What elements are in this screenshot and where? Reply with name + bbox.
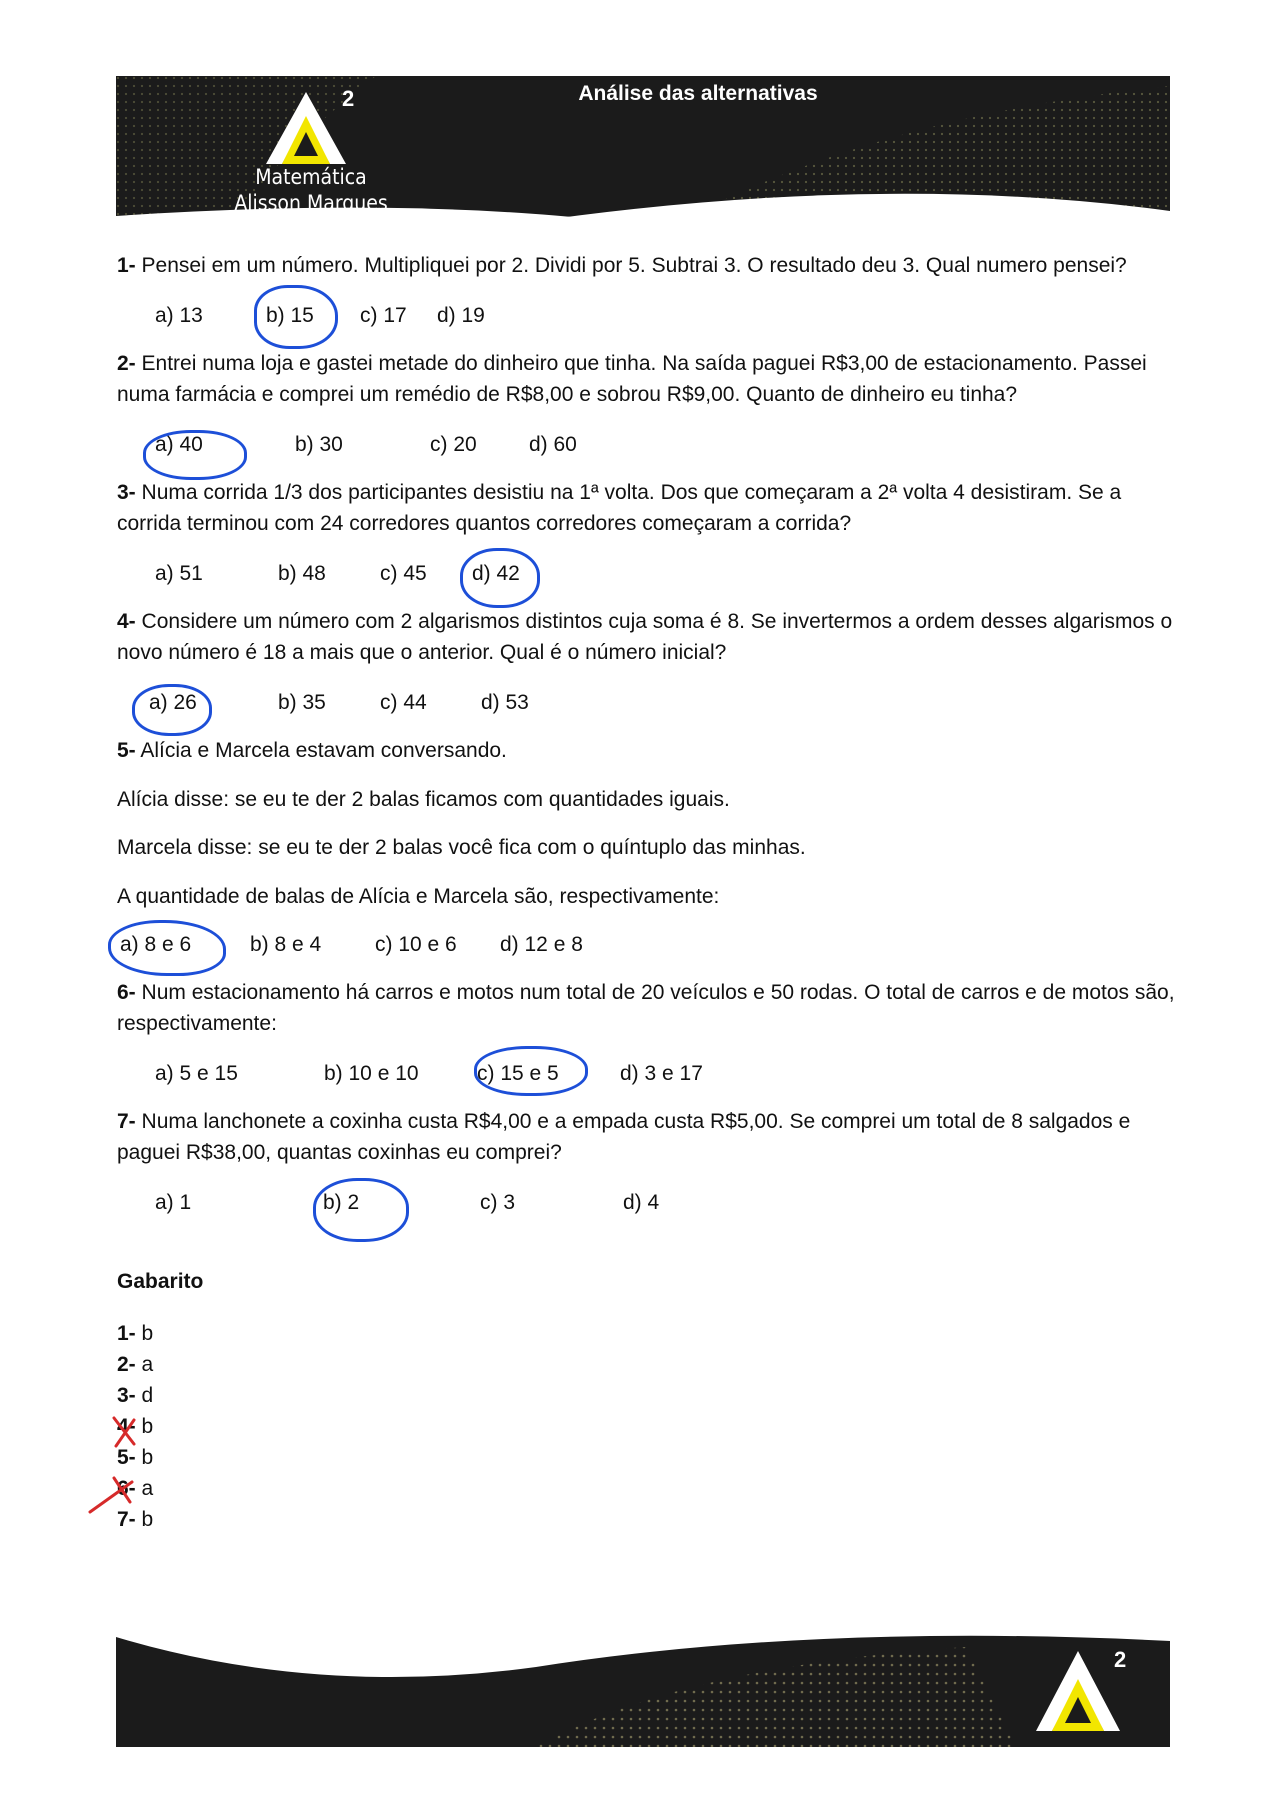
gabarito-num: 2- [117,1353,136,1376]
question-1 [117,250,1177,281]
option-a: a) 13 [155,304,203,327]
gabarito-title: Gabarito [117,1270,204,1293]
question-number: 6- [117,981,136,1004]
question-number: 1- [117,254,136,277]
red-cross-icon [86,1472,156,1518]
option-b: b) 48 [278,562,326,585]
header-banner [116,76,1170,224]
option-a: a) 1 [155,1191,192,1214]
question-number: 4- [117,610,136,633]
question-text: Numa lanchonete a coxinha custa R$4,00 e a empada custa R$5,00. Se comprei um total de 8 salgados e paguei R$38,00, quantas coxinhas eu comprei? [117,1110,1131,1164]
option-d: d) 42 [472,562,520,585]
gabarito-item-1 [117,1318,153,1349]
option-b: b) 35 [278,691,326,714]
footer-banner [116,1627,1170,1747]
gabarito-answer: b [141,1446,154,1469]
option-a: a) 40 [155,433,203,456]
answer-circle-q4 [132,684,212,736]
question-5 [117,735,1177,766]
page-title: Análise das alternativas [578,82,818,105]
option-d: d) 19 [437,304,485,327]
question-5-line-1: Alícia disse: se eu te der 2 balas ficamos com quantidades iguais. [117,788,730,811]
option-c: c) 20 [430,433,477,456]
gabarito-answer: a [141,1353,154,1376]
gabarito-num: 4- [117,1415,136,1438]
option-d: d) 53 [481,691,529,714]
question-text: Numa corrida 1/3 dos participantes desistiu na 1ª volta. Dos que começaram a 2ª volta 4 desistiram. Se a corrida terminou com 24 corredores quantos corredores começaram a corrida? [117,481,1122,535]
question-2 [117,348,1177,410]
option-a: a) 51 [155,562,203,585]
gabarito-answer: b [141,1322,154,1345]
red-cross-icon [104,1412,164,1452]
question-number: 5- [117,739,136,762]
question-number: 7- [117,1110,136,1133]
answer-circle-q2 [143,430,247,480]
logo-line-2: Alisson Marques [234,191,388,215]
option-b: b) 2 [323,1191,360,1214]
option-b: b) 30 [295,433,343,456]
gabarito-num: 5- [117,1446,136,1469]
question-text: Entrei numa loja e gastei metade do dinheiro que tinha. Na saída paguei R$3,00 de estacionamento. Passei numa farmácia e comprei um remédio de R$8,00 e sobrou R$9,00. Quanto de dinheiro eu tinha? [117,352,1147,406]
question-5-line-2: Marcela disse: se eu te der 2 balas você fica com o quíntuplo das minhas. [117,836,806,859]
question-number: 3- [117,481,136,504]
question-3 [117,477,1177,539]
question-text: Alícia e Marcela estavam conversando. [140,739,507,762]
option-c: c) 10 e 6 [375,933,457,956]
logo-line-1: Matemática [255,165,367,189]
gabarito-num: 1- [117,1322,136,1345]
answer-circle-q1 [254,285,338,349]
option-c: c) 15 e 5 [477,1062,559,1085]
answer-circle-q7 [313,1178,409,1242]
gabarito-answer: d [141,1384,154,1407]
option-b: b) 8 e 4 [250,933,322,956]
question-4 [117,606,1177,668]
footer-logo-exponent: 2 [1114,1647,1127,1672]
gabarito-num: 6- [117,1477,136,1500]
question-5-line-3: A quantidade de balas de Alícia e Marcela são, respectivamente: [117,885,720,908]
gabarito-num: 7- [117,1508,136,1531]
option-d: d) 12 e 8 [500,933,583,956]
answer-circle-q5 [108,920,226,976]
question-text: Pensei em um número. Multipliquei por 2. Dividi por 5. Subtrai 3. O resultado deu 3. Qual numero pensei? [141,254,1127,277]
gabarito-answer: b [141,1415,154,1438]
question-number: 2- [117,352,136,375]
option-c: c) 17 [360,304,407,327]
option-b: b) 15 [266,304,314,327]
gabarito-item-3 [117,1380,153,1411]
option-c: c) 3 [480,1191,516,1214]
question-6 [117,977,1177,1039]
footer-logo-mark [1028,1639,1138,1739]
gabarito-num: 3- [117,1384,136,1407]
gabarito-answer: a [141,1477,154,1500]
logo-text [226,164,396,216]
option-c: c) 45 [380,562,427,585]
gabarito-answer: b [141,1508,154,1531]
footer-background [116,1627,1170,1747]
option-a: a) 26 [149,691,197,714]
answer-circle-q6 [474,1046,588,1096]
question-text: Num estacionamento há carros e motos num total de 20 veículos e 50 rodas. O total de carros e de motos são, respectivamente: [117,981,1175,1035]
answer-circle-q3 [460,548,540,608]
option-d: d) 60 [529,433,577,456]
option-b: b) 10 e 10 [324,1062,419,1085]
question-7 [117,1106,1177,1168]
option-a: a) 8 e 6 [120,933,192,956]
option-d: d) 3 e 17 [620,1062,703,1085]
option-a: a) 5 e 15 [155,1062,238,1085]
option-c: c) 44 [380,691,427,714]
question-text: Considere um número com 2 algarismos distintos cuja soma é 8. Se invertermos a ordem desses algarismos o novo número é 18 a mais que o anterior. Qual é o número inicial? [117,610,1173,664]
option-d: d) 4 [623,1191,660,1214]
logo-exponent: 2 [342,86,355,111]
gabarito-item-2 [117,1349,153,1380]
